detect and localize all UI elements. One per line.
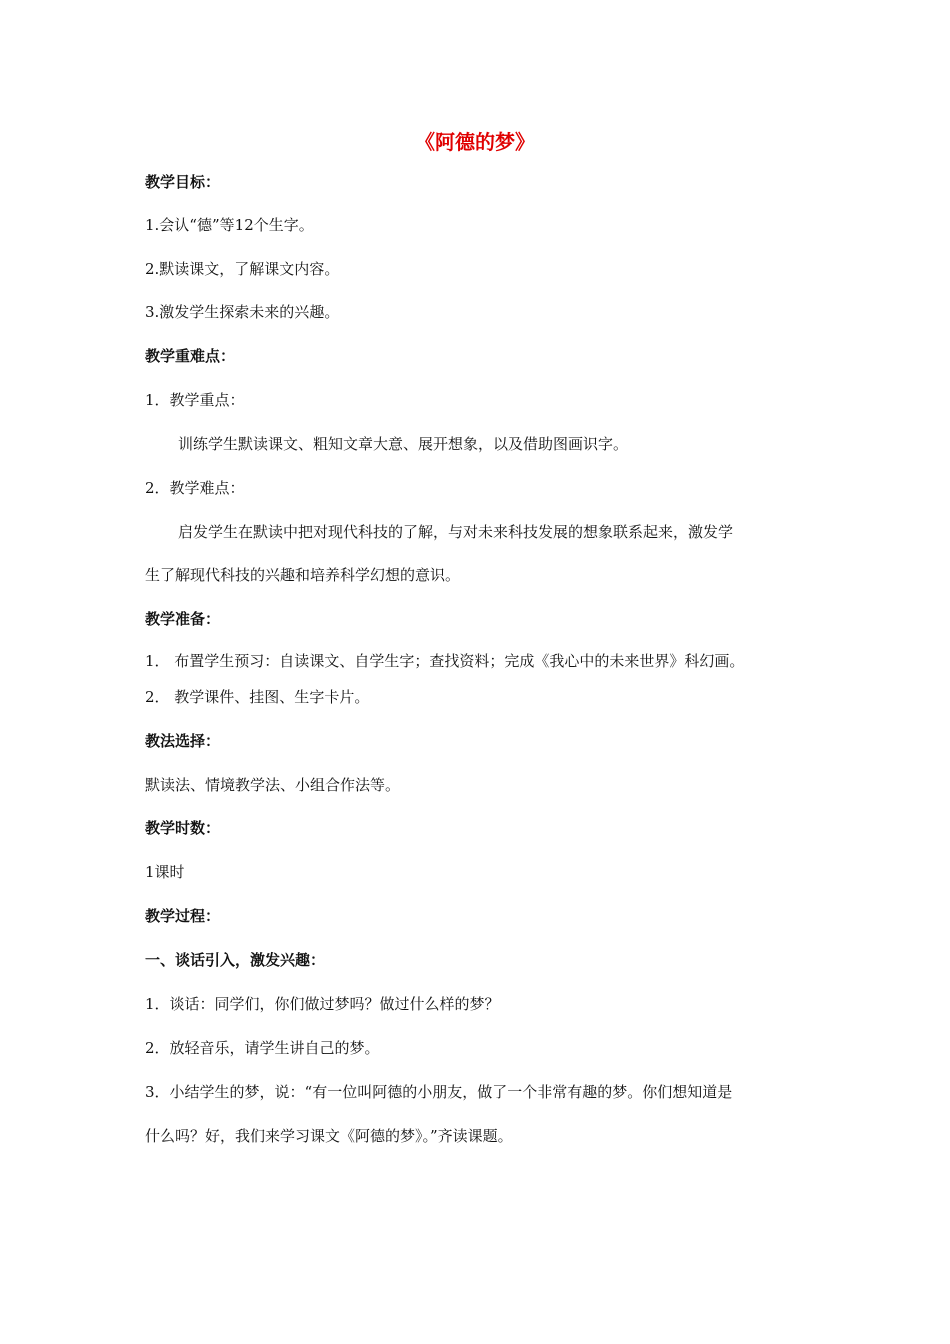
key-point-label: 1．教学重点： [145,391,245,409]
difficulty-text-line-1: 启发学生在默读中把对现代科技的了解，与对未来科技发展的想象联系起来，激发学 [178,523,734,541]
process-step-1: 1．谈话：同学们，你们做过梦吗？做过什么样的梦？ [145,995,500,1013]
methods-heading: 教法选择： [145,732,221,750]
process-step-3-line-2: 什么吗？好，我们来学习课文《阿德的梦》。”齐读课题。 [145,1127,513,1145]
difficulty-text-line-2: 生了解现代科技的兴趣和培养科学幻想的意识。 [145,566,461,584]
goal-item-3: 3.激发学生探索未来的兴趣。 [145,303,340,321]
document-title: 《阿德的梦》 [415,130,535,154]
process-section-1: 一、谈话引入，激发兴趣： [145,951,326,969]
difficulty-label: 2．教学难点： [145,479,245,497]
preparation-item-2: 2． 教学课件、挂图、生字卡片。 [145,688,370,706]
key-point-text: 训练学生默读课文、粗知文章大意、展开想象，以及借助图画识字。 [178,435,629,453]
key-points-heading: 教学重难点： [145,347,236,365]
goal-item-1: 1.会认“德”等12个生字。 [145,216,314,234]
process-heading: 教学过程： [145,907,221,925]
hours-heading: 教学时数： [145,819,221,837]
goals-heading: 教学目标： [145,173,221,191]
hours-text: 1课时 [145,863,185,881]
methods-text: 默读法、情境教学法、小组合作法等。 [145,776,401,794]
preparation-heading: 教学准备： [145,610,221,628]
process-step-3-line-1: 3．小结学生的梦，说：“有一位叫阿德的小朋友，做了一个非常有趣的梦。你们想知道是 [145,1083,733,1101]
process-step-2: 2．放轻音乐，请学生讲自己的梦。 [145,1039,380,1057]
goal-item-2: 2.默读课文，了解课文内容。 [145,260,340,278]
preparation-item-1: 1． 布置学生预习：自读课文、自学生字；查找资料；完成《我心中的未来世界》科幻画。 [145,652,745,670]
